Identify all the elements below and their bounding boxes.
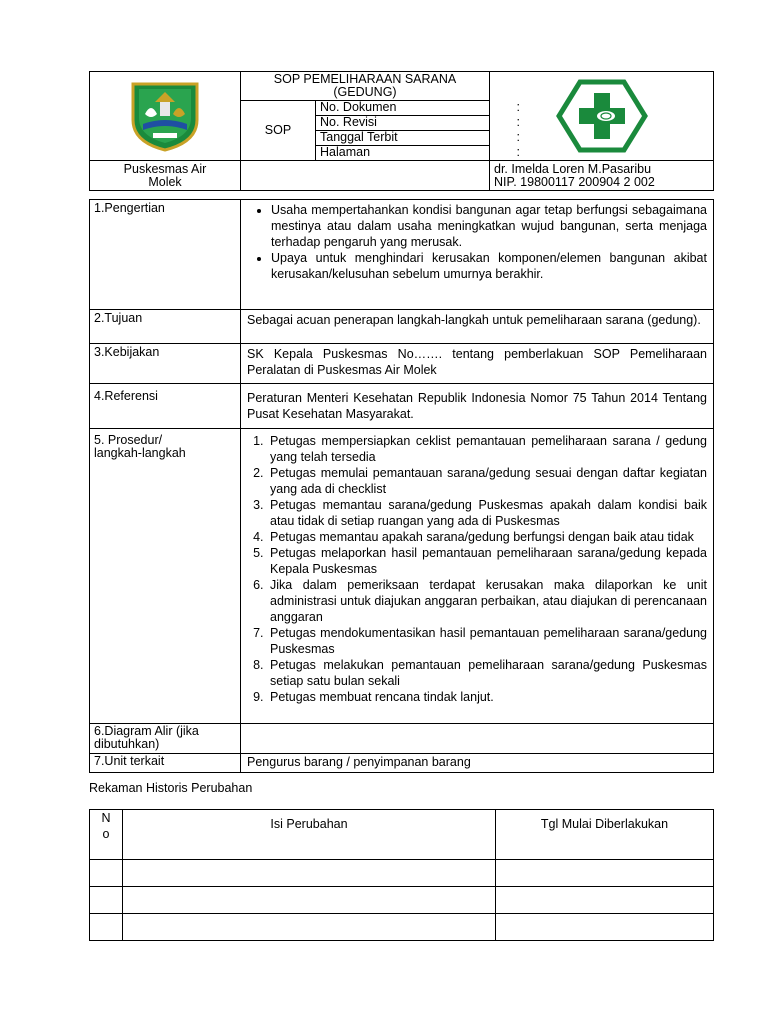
signer-block xyxy=(490,161,714,191)
list-item: 4. Petugas memantau apakah sarana/gedung berfungsi dengan baik atau tidak xyxy=(267,529,707,545)
sop-title-line2: (GEDUNG) xyxy=(333,85,397,99)
meta-no-dokumen: No. Dokumen : xyxy=(316,101,490,116)
riau-province-emblem-icon xyxy=(127,80,203,152)
table-row xyxy=(90,860,714,887)
section-label-diagram: 6.Diagram Alir (jika dibutuhkan) xyxy=(90,724,241,754)
left-logo-cell xyxy=(90,72,241,161)
list-item: 8. Petugas melakukan pemantauan pemeliharaan sarana/gedung Puskesmas setiap satu bulan sekali xyxy=(267,657,707,689)
list-item: 6. Jika dalam pemeriksaan terdapat kerusakan maka dilaporkan ke unit administrasi untuk diajukan anggaran perbaikan, atau diajukan di perencanaan anggaran xyxy=(267,577,707,625)
signer-name: dr. Imelda Loren M.Pasaribu xyxy=(494,162,652,176)
sop-content-table xyxy=(89,199,714,773)
section-label-pengertian: 1.Pengertian xyxy=(90,200,241,310)
list-item: 1. Petugas mempersiapkan ceklist pemantauan pemeliharaan sarana / gedung yang telah tersedia xyxy=(267,433,707,465)
section-unit: Pengurus barang / penyimpanan barang xyxy=(241,754,714,773)
signer-nip: NIP. 19800117 200904 2 002 xyxy=(494,175,655,189)
sop-header-table xyxy=(89,71,714,191)
blank-cell xyxy=(241,161,490,191)
list-item: • Usaha mempertahankan kondisi bangunan agar tetap berfungsi sebagaimana mestinya atau dalam usaha meningkatkan wujud bangunan, serta menjaga terhadap pengaruh yang merusak. xyxy=(271,202,707,250)
table-row xyxy=(90,914,714,941)
section-label-unit: 7.Unit terkait xyxy=(90,754,241,773)
section-label-kebijakan: 3.Kebijakan xyxy=(90,344,241,384)
section-referensi: Peraturan Menteri Kesehatan Republik Indonesia Nomor 75 Tahun 2014 Tentang Pusat Kesehatan Masyarakat. xyxy=(241,384,714,429)
history-title: Rekaman Historis Perubahan xyxy=(89,781,253,795)
history-col-tgl: Tgl Mulai Diberlakukan xyxy=(496,810,714,860)
meta-halaman: Halaman : xyxy=(316,146,490,161)
section-prosedur xyxy=(241,429,714,724)
list-item: • Upaya untuk menghindari kerusakan komponen/elemen bangunan akibat kerusakan/kelusuhan sebelum umurnya berakhir. xyxy=(271,250,707,282)
history-col-isi: Isi Perubahan xyxy=(123,810,496,860)
section-pengertian xyxy=(241,200,714,310)
history-col-no: N o xyxy=(90,810,123,860)
section-tujuan: Sebagai acuan penerapan langkah-langkah untuk pemeliharaan sarana (gedung). xyxy=(241,310,714,344)
meta-no-revisi: No. Revisi : xyxy=(316,116,490,131)
sop-title xyxy=(241,72,490,101)
puskesmas-logo-icon xyxy=(556,79,648,153)
section-kebijakan: SK Kepala Puskesmas No……. tentang pemberlakuan SOP Pemeliharaan Peralatan di Puskesmas Air Molek xyxy=(241,344,714,384)
org-name: Puskesmas Air Molek xyxy=(90,161,241,191)
sop-label: SOP xyxy=(241,101,316,161)
table-row xyxy=(90,887,714,914)
meta-tanggal-terbit: Tanggal Terbit : xyxy=(316,131,490,146)
list-item: 9. Petugas membuat rencana tindak lanjut. xyxy=(267,689,707,705)
right-logo-cell xyxy=(490,72,714,161)
section-label-referensi: 4.Referensi xyxy=(90,384,241,429)
list-item: 5. Petugas melaporkan hasil pemantauan pemeliharaan sarana/gedung kepada Kepala Puskesmas xyxy=(267,545,707,577)
history-table xyxy=(89,809,714,941)
list-item: 2. Petugas memulai pemantauan sarana/gedung sesuai dengan daftar kegiatan yang ada di checklist xyxy=(267,465,707,497)
list-item: 3. Petugas memantau sarana/gedung Puskesmas apakah dalam kondisi baik atau tidak di setiap ruangan yang ada di Puskesmas xyxy=(267,497,707,529)
section-label-tujuan: 2.Tujuan xyxy=(90,310,241,344)
sop-title-line1: SOP PEMELIHARAAN SARANA xyxy=(273,72,457,86)
section-diagram xyxy=(241,724,714,754)
list-item: 7. Petugas mendokumentasikan hasil pemantauan pemeliharaan sarana/gedung Puskesmas xyxy=(267,625,707,657)
section-label-prosedur: 5. Prosedur/ langkah-langkah xyxy=(90,429,241,724)
